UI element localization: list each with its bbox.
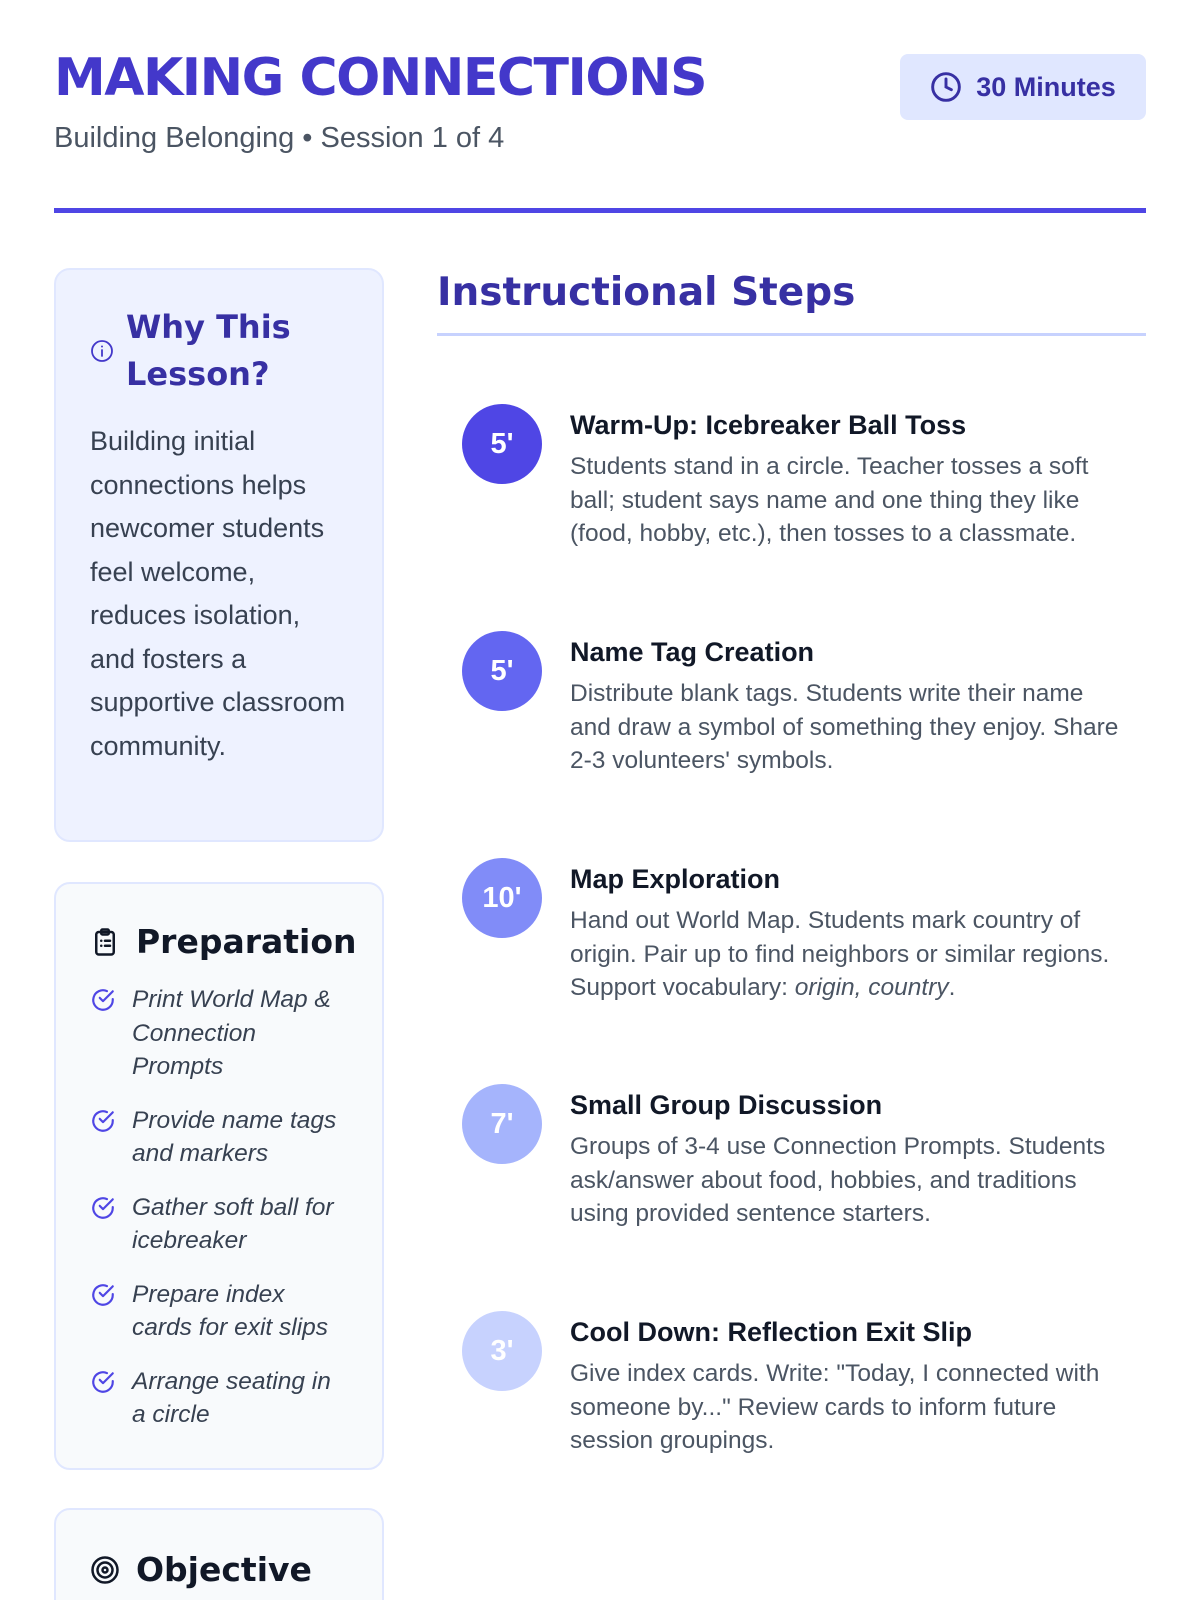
steps-title: Instructional Steps	[437, 270, 856, 315]
list-item: Provide name tags and markers	[90, 1104, 350, 1171]
step-title: Small Group Discussion	[570, 1090, 883, 1120]
page-subtitle: Building Belonging • Session 1 of 4	[54, 122, 505, 154]
step-title: Cool Down: Reflection Exit Slip	[570, 1317, 973, 1347]
step-description: Groups of 3-4 use Connection Prompts. Students ask/answer about food, hobbies, and traditions using provided sentence starters.	[570, 1133, 1106, 1227]
why-body: Building initial connections helps newcomer students feel welcome, reduces isolation, and fosters a supportive classroom community.	[90, 426, 346, 761]
objective-title: Objective	[136, 1550, 312, 1589]
step-description: Students stand in a circle. Teacher tosses a soft ball; student says name and one thing they like (food, hobby, etc.), then tosses to a classmate.	[570, 453, 1089, 547]
vocabulary-terms: origin, country	[794, 974, 949, 1001]
step-description: Give index cards. Write: "Today, I connected with someone by..." Review cards to inform future session groupings.	[570, 1360, 1100, 1454]
clock-icon	[930, 71, 962, 103]
preparation-list	[90, 983, 350, 1432]
check-circle-icon	[90, 1369, 116, 1395]
check-circle-icon	[90, 987, 116, 1013]
step-description: Hand out World Map. Students mark country of origin. Pair up to find neighbors or similar regions. Support vocabulary: origin, country.	[570, 907, 1110, 1001]
page-header	[54, 48, 1146, 155]
check-circle-icon	[90, 1195, 116, 1221]
header-divider	[54, 208, 1146, 213]
objective-card	[54, 1508, 384, 1600]
step-description: Distribute blank tags. Students write their name and draw a symbol of something they enjoy. Share 2-3 volunteers' symbols.	[570, 680, 1119, 774]
list-item: Gather soft ball for icebreaker	[90, 1191, 350, 1258]
check-circle-icon	[90, 1108, 116, 1134]
why-title: Why This Lesson?	[126, 308, 291, 393]
clipboard-icon	[90, 927, 120, 957]
step-time-badge: 10'	[462, 858, 542, 938]
check-circle-icon	[90, 1282, 116, 1308]
list-item: Prepare index cards for exit slips	[90, 1278, 350, 1345]
step-time-badge: 7'	[462, 1084, 542, 1164]
list-item: Print World Map & Connection Prompts	[90, 983, 350, 1084]
preparation-card	[54, 882, 384, 1470]
list-item: Arrange seating in a circle	[90, 1365, 350, 1432]
duration-badge	[900, 54, 1146, 120]
target-icon	[90, 1555, 120, 1585]
step-title: Warm-Up: Icebreaker Ball Toss	[570, 410, 967, 440]
step-time-badge: 3'	[462, 1311, 542, 1391]
info-icon	[90, 339, 114, 363]
steps-divider	[437, 333, 1146, 336]
step-time-badge: 5'	[462, 404, 542, 484]
why-card	[54, 268, 384, 842]
step-title: Map Exploration	[570, 864, 781, 894]
preparation-title: Preparation	[136, 922, 357, 961]
step-title: Name Tag Creation	[570, 637, 815, 667]
page-title: MAKING CONNECTIONS	[54, 48, 707, 108]
duration-label: 30 Minutes	[976, 71, 1116, 102]
step-time-badge: 5'	[462, 631, 542, 711]
